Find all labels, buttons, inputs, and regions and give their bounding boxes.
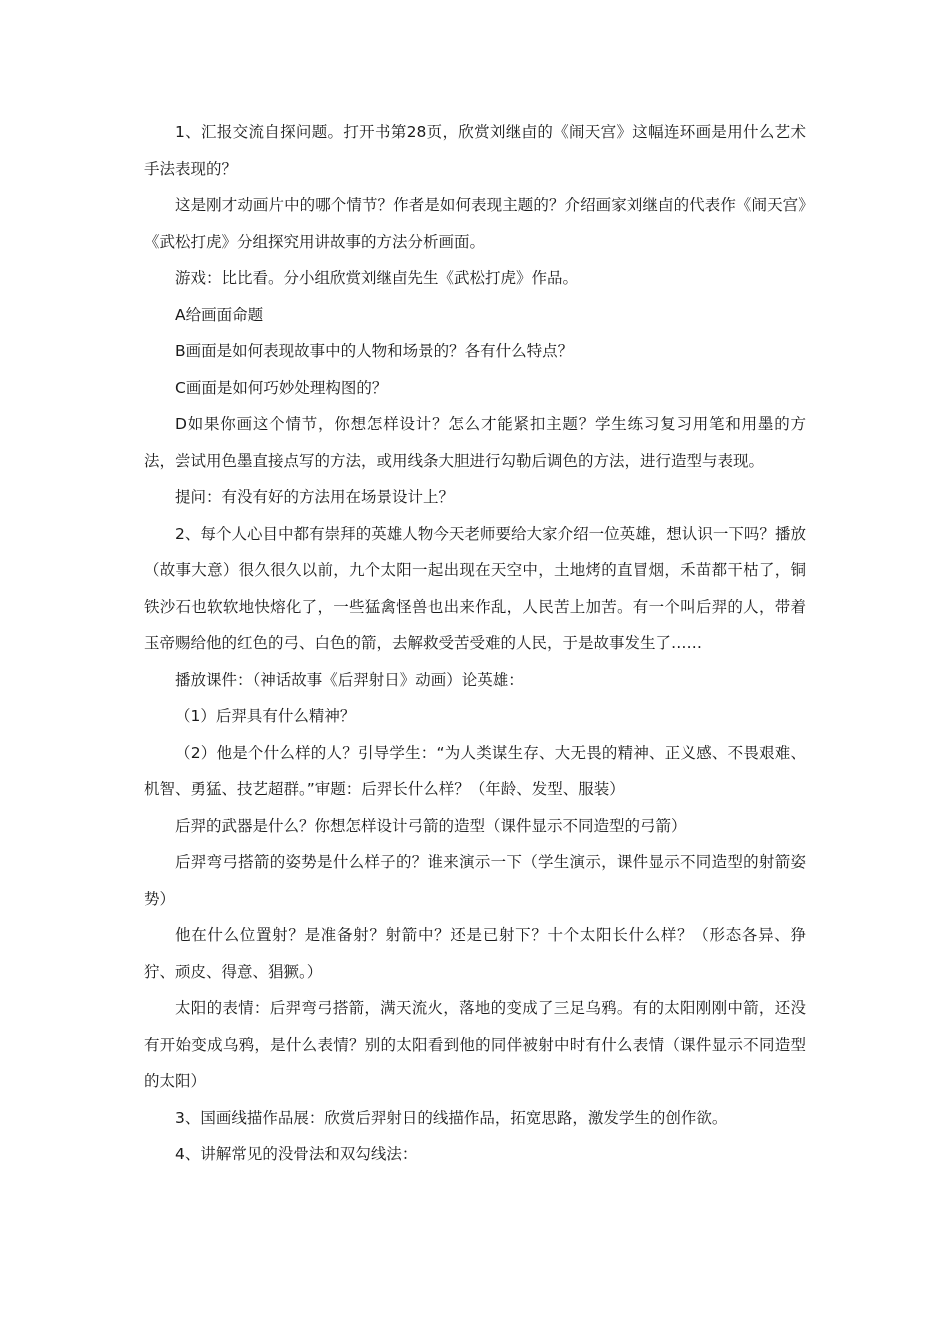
paragraph-item-b: B画面是如何表现故事中的人物和场景的？各有什么特点？ — [175, 342, 574, 360]
paragraph-question-2: （2）他是个什么样的人？引导学生：“为人类谋生存、大无畏的精神、正义感、不畏艰难、机智、勇猛、技艺超群。”审题：后羿长什么样？（年龄、发型、服装） — [144, 743, 806, 798]
paragraph-game: 游戏：比比看。分小组欣赏刘继卣先生《武松打虎》作品。 — [175, 269, 579, 287]
paragraph-question-1: （1）后羿具有什么精神？ — [175, 707, 356, 725]
paragraph-exhibition: 3、国画线描作品展：欣赏后羿射日的线描作品，拓宽思路，激发学生的创作欲。 — [175, 1108, 728, 1127]
paragraph-question-scene: 提问：有没有好的方法用在场景设计上？ — [175, 488, 455, 506]
paragraph-weapon: 后羿的武器是什么？你想怎样设计弓箭的造型（课件显示不同造型的弓箭） — [175, 816, 687, 835]
paragraph-item-d: D如果你画这个情节，你想怎样设计？怎么才能紧扣主题？学生练习复习用笔和用墨的方法，尝试用色墨直接点写的方法，或用线条大胆进行勾勒后调色的方法，进行造型与表现。 — [144, 415, 806, 470]
paragraph-techniques: 4、讲解常见的没骨法和双勾线法： — [175, 1145, 418, 1163]
paragraph-report-exchange: 1、汇报交流自探问题。打开书第28页，欣赏刘继卣的《闹天宫》这幅连环画是用什么艺术手法表现的？ — [144, 123, 806, 178]
paragraph-position: 他在什么位置射？是准备射？射箭中？还是已射下？十个太阳长什么样？（形态各异、狰狞、顽皮、得意、猖獗。） — [144, 926, 806, 981]
paragraph-posture: 后羿弯弓搭箭的姿势是什么样子的？谁来演示一下（学生演示，课件显示不同造型的射箭姿势） — [144, 853, 806, 908]
paragraph-item-a: A给画面命题 — [175, 305, 264, 324]
document-body — [144, 114, 806, 1173]
paragraph-item-c: C画面是如何巧妙处理构图的？ — [175, 378, 388, 397]
paragraph-plot-question: 这是刚才动画片中的哪个情节？作者是如何表现主题的？介绍画家刘继卣的代表作《闹天宫》《武松打虎》分组探究用讲故事的方法分析画面。 — [144, 196, 806, 251]
paragraph-sun-expression: 太阳的表情：后羿弯弓搭箭，满天流火，落地的变成了三足乌鸦。有的太阳刚刚中箭，还没有开始变成乌鸦，是什么表情？别的太阳看到他的同伴被射中时有什么表情（课件显示不同造型的太阳） — [144, 999, 806, 1090]
paragraph-play-courseware: 播放课件：（神话故事《后羿射日》动画）论英雄： — [175, 670, 524, 689]
paragraph-hero-story: 2、每个人心目中都有崇拜的英雄人物今天老师要给大家介绍一位英雄，想认识一下吗？播放（故事大意）很久很久以前，九个太阳一起出现在天空中，土地烤的直冒烟，禾苗都干枯了，铜铁沙石也软软地快熔化了，一些猛禽怪兽也出来作乱，人民苦上加苦。有一个叫后羿的人，带着玉帝赐给他的红色的弓、白色的箭，去解救受苦受难的人民，于是故事发生了…… — [144, 524, 806, 652]
